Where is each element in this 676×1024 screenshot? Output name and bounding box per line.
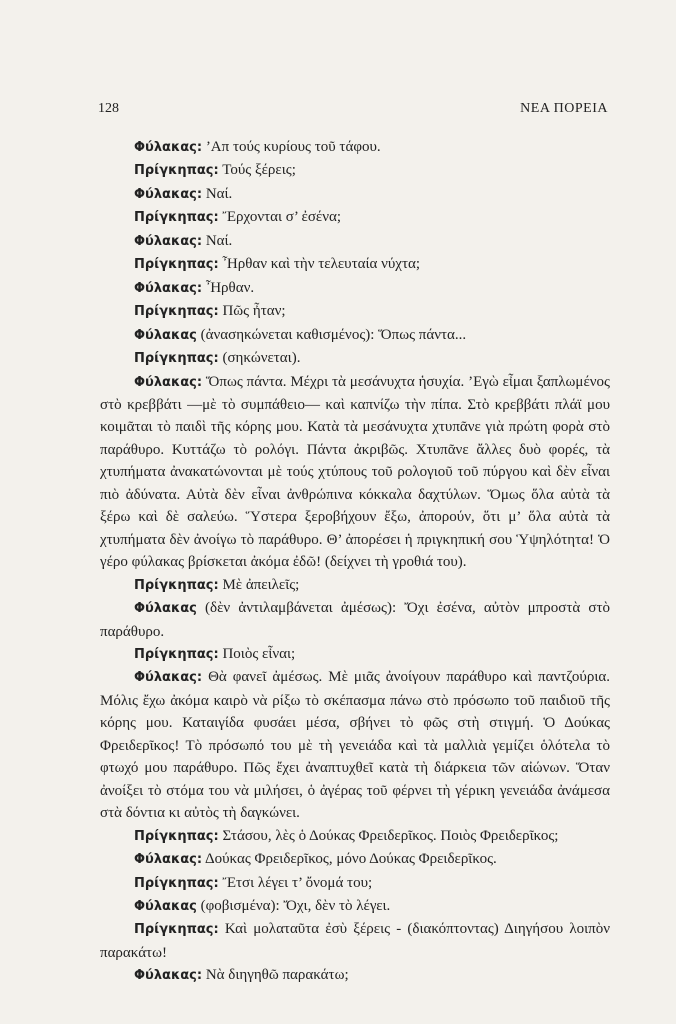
dialogue-line <box>100 183 610 206</box>
dialogue-line <box>100 643 610 666</box>
line-text: Μὲ ἀπειλεῖς; <box>218 576 300 593</box>
line-text: Νὰ διηγηθῶ παρακάτω; <box>202 967 349 984</box>
speaker-label: Πρίγκηπας: <box>134 577 219 593</box>
dialogue-line <box>100 277 610 300</box>
speaker-label: Πρίγκηπας: <box>134 304 219 320</box>
speaker-label: Πρίγκηπας: <box>134 351 219 367</box>
line-text: Ἦρθαν καὶ τὴν τελευταία νύχτα; <box>218 256 421 273</box>
speaker-label: Φύλακας: <box>134 233 203 249</box>
dialogue-line <box>100 159 610 182</box>
line-text: Στάσου, λὲς ὁ Δούκας Φρειδερῖκος. Ποιὸς Φρειδερῖκος; <box>218 827 559 844</box>
dialogue-line <box>100 574 610 597</box>
speaker-label: Φύλακας: <box>134 140 203 155</box>
dialogue-line <box>100 371 610 574</box>
dialogue-line <box>100 825 610 848</box>
line-text: (σηκώνεται). <box>218 350 301 367</box>
dialogue-line <box>100 964 610 987</box>
line-text: Πῶς ἦταν; <box>218 303 286 320</box>
page-number: 128 <box>98 101 119 116</box>
dialogue-line <box>100 848 610 871</box>
dialogue-line <box>100 230 610 253</box>
speaker-label: Φύλακας <box>134 601 197 617</box>
line-text: Τούς ξέρεις; <box>218 162 296 179</box>
line-text: Ἔρχονται σ’ ἐσένα; <box>218 209 342 226</box>
line-text: Ναί. <box>202 185 233 202</box>
speaker-label: Πρίγκηπας: <box>134 922 219 938</box>
speaker-label: Πρίγκηπας: <box>134 646 219 662</box>
dialogue-line <box>100 206 610 229</box>
dialogue-line <box>100 136 610 159</box>
line-text: Ποιὸς εἶναι; <box>218 645 296 662</box>
speaker-label: Φύλακας: <box>134 670 203 686</box>
dialogue-line <box>100 872 610 895</box>
dialogue-line <box>100 895 610 918</box>
dialogue-line <box>100 347 610 370</box>
line-text: Καὶ μολαταῦτα ἐσὺ ξέρεις - (διακόπτοντας) Διηγήσου λοιπὸν παρακάτω! <box>100 921 610 961</box>
speaker-label: Φύλακας: <box>134 280 203 296</box>
line-text: ’Απ τούς κυρίους τοῦ τάφου. <box>202 139 381 155</box>
speaker-label: Φύλακας: <box>134 968 203 984</box>
line-text: Δούκας Φρειδερῖκος, μόνο Δούκας Φρειδερῖκος. <box>202 851 497 868</box>
dialogue-line <box>100 253 610 276</box>
dialogue-line <box>100 597 610 643</box>
speaker-label: Φύλακας <box>134 327 197 343</box>
speaker-label: Φύλακας <box>134 898 197 914</box>
line-text: Ἦρθαν. <box>202 279 255 296</box>
speaker-label: Πρίγκηπας: <box>134 210 219 226</box>
speaker-label: Πρίγκηπας: <box>134 875 219 891</box>
line-text: Ὅπως πάντα. Μέχρι τὰ μεσάνυχτα ἡσυχία. ’Εγὼ εἶμαι ξαπλωμένος στὸ κρεββάτι —μὲ τὸ συμπάθειο— καὶ καπνίζω τὴν πίπα. Στὸ κρεββάτι πλάϊ μου κοιμᾶται τὸ παιδὶ τῆς κόρης μου. Κατὰ τὰ μεσάνυχτα χτυπᾶνε γιὰ πρώτη φορὰ στὸ παράθυρο. Κυττάζω τὸ ρολόγι. Πάντα ἀκριβῶς. Χτυπᾶνε ἄλλες δυὸ φορές, τὰ χτυπήματα ἀνακατώνονται μὲ τούς χτύπους τοῦ ρολογιοῦ τοῦ πύργου καὶ δὲν εἶναι πιὸ ἀδύνατα. Αὐτὰ δὲν εἶναι ἀνθρώπινα κόκκαλα δαχτύλων. Ὅμως ὅλα αὐτὰ τὰ ξέρω καὶ δὲ σαλεύω. Ὕστερα ξεροβήχουν ἔξω, ἀπορούν, ὅτι μ’ ὅλα αὐτὰ τὰ χτυπήματα δὲν ἀνοίγω τὸ παράθυρο. Θ’ ἀπορέσει ἡ πριγκηπική σου Ὑψηλότητα! Ὁ γέρο φύλακας βρίσκεται ἀκόμα ἐδῶ! (δείχνει τὴ γροθιά του). <box>100 373 610 571</box>
speaker-label: Φύλακας: <box>134 374 203 390</box>
running-header-title: ΝΕΑ ΠΟΡΕΙΑ <box>520 101 608 116</box>
speaker-label: Φύλακας: <box>134 852 203 868</box>
line-text: (φοβισμένα): Ὄχι, δὲν τὸ λέγει. <box>196 897 391 914</box>
speaker-label: Πρίγκηπας: <box>134 163 219 179</box>
dialogue-line <box>100 300 610 323</box>
dialogue-line <box>100 918 610 964</box>
dialogue-line <box>100 324 610 347</box>
dialogue-text <box>100 136 610 988</box>
line-text: (δὲν ἀντιλαμβάνεται ἀμέσως): Ὄχι ἐσένα, αὐτὸν μπροστὰ στὸ παράθυρο. <box>100 600 610 640</box>
speaker-label: Φύλακας: <box>134 186 203 202</box>
line-text: (ἀνασηκώνεται καθισμένος): Ὅπως πάντα... <box>196 326 467 343</box>
line-text: Ἔτσι λέγει τ’ ὄνομά του; <box>218 874 373 891</box>
speaker-label: Πρίγκηπας: <box>134 828 219 844</box>
line-text: Θὰ φανεῖ ἀμέσως. Μὲ μιᾶς ἀνοίγουν παράθυρο καὶ παντζούρια. Μόλις ἔχω ἀκόμα καιρὸ νὰ ρίξω τὸ σκέπασμα πάνω στὸ πρόσωπο τοῦ παιδιοῦ τῆς κόρης μου. Καταιγίδα φυσάει μέσα, σβήνει τὸ φῶς στὴ στιγμή. Ὁ Δούκας Φρειδερῖκος! Τὸ πρόσωπό του μὲ τὴ γενειάδα καὶ τὰ μαλλιὰ γεμίζει ὁλότελα τὸ φτωχό μου παράθυρο. Πῶς ἔχει ἀναπτυχθεῖ κατὰ τὴ διάρκεια τῶν αἰώνων. Ὅταν ἀνοίξει τὸ στόμα του νὰ μιλήσει, ὁ ἀγέρας τοῦ φέρνει τὴ γέρικη γενειάδα ἀνάμεσα στὰ δόντια κι αὐτὸς τὴ δαγκώνει. <box>100 669 610 822</box>
dialogue-line <box>100 666 610 824</box>
line-text: Ναί. <box>202 232 233 249</box>
speaker-label: Πρίγκηπας: <box>134 257 219 273</box>
